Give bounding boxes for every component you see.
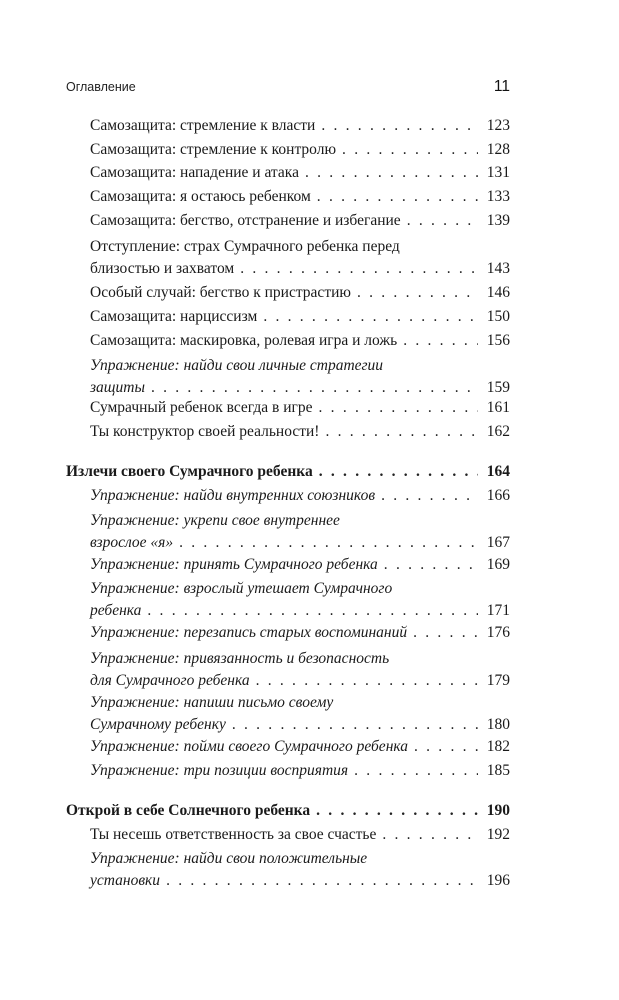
- toc-page-number: 128: [486, 141, 510, 158]
- toc-entry-title-line1: Упражнение: укрепи свое внутреннее: [90, 512, 340, 529]
- toc-entry-title: Упражнение: найди внутренних союзников: [90, 487, 376, 504]
- toc-entry-title: близостью и захватом: [90, 260, 235, 277]
- toc-entry-title-line1: Отступление: страх Сумрачного ребенка перед: [90, 238, 400, 255]
- toc-exercise: [90, 355, 510, 399]
- running-head-title: Оглавление: [66, 80, 136, 94]
- toc-page-number: 150: [486, 308, 510, 325]
- toc-page-number: 162: [486, 423, 510, 440]
- toc-exercise: [90, 760, 510, 782]
- toc-exercise: [90, 510, 510, 554]
- toc-entry-title: защиты: [90, 379, 145, 396]
- toc-entry-title-line1: Упражнение: найди свои личные стратегии: [90, 357, 384, 374]
- toc-page-number: 131: [486, 164, 510, 181]
- toc-entry: [90, 162, 510, 184]
- toc-entry-title: Упражнение: перезапись старых воспоминаний: [90, 624, 408, 641]
- toc-page-number: 179: [486, 672, 510, 689]
- toc-entry: [90, 421, 510, 443]
- toc-entry-title: Самозащита: я остаюсь ребенком: [90, 188, 311, 205]
- toc-exercise: [90, 554, 510, 576]
- toc-entry-title: взрослое «я»: [90, 534, 174, 551]
- toc-page-number: 166: [486, 487, 510, 504]
- toc-exercise: [90, 692, 510, 736]
- dot-leader: [179, 532, 478, 554]
- page-number: 11: [493, 78, 510, 95]
- toc-entry-title: Самозащита: стремление к контролю: [90, 141, 337, 158]
- dot-leader: [414, 736, 478, 758]
- toc-page-number: 167: [486, 534, 510, 551]
- toc-entry: [90, 824, 510, 846]
- toc-entry: [90, 186, 510, 208]
- toc-entry: [90, 115, 510, 137]
- toc-entry-title-line1: Упражнение: взрослый утешает Сумрачного: [90, 580, 393, 597]
- toc-entry: [90, 330, 510, 352]
- dot-leader: [382, 824, 478, 846]
- dot-leader: [325, 421, 478, 443]
- dot-leader: [166, 870, 478, 892]
- toc-page-number: 180: [486, 716, 510, 733]
- toc-exercise: [90, 736, 510, 758]
- toc-entry: [90, 236, 510, 280]
- toc-entry-title: Сумрачному ребенку: [90, 716, 226, 733]
- dot-leader: [317, 186, 478, 208]
- toc-entry-title: Упражнение: три позиции восприятия: [90, 762, 349, 779]
- toc-page-number: 196: [486, 872, 510, 889]
- toc-exercise: [90, 648, 510, 692]
- toc-entry-title: Самозащита: стремление к власти: [90, 117, 316, 134]
- toc-entry-title: Упражнение: пойми своего Сумрачного ребенка: [90, 738, 408, 755]
- toc-entry-title: Упражнение: принять Сумрачного ребенка: [90, 556, 378, 573]
- toc-entry-title-line1: Упражнение: найди свои положительные: [90, 850, 368, 867]
- dot-leader: [316, 800, 478, 822]
- toc-page-number: 123: [486, 117, 510, 134]
- toc-entry: [90, 210, 510, 232]
- dot-leader: [321, 115, 478, 137]
- toc-entry-title: Самозащита: маскировка, ролевая игра и ложь: [90, 332, 398, 349]
- toc-entry: [90, 139, 510, 161]
- toc-entry-title: ребенка: [90, 602, 142, 619]
- toc-page-number: 133: [486, 188, 510, 205]
- dot-leader: [407, 210, 478, 232]
- toc-entry-title: Самозащита: нападение и атака: [90, 164, 299, 181]
- toc-entry-title: Открой в себе Солнечного ребенка: [66, 802, 311, 819]
- toc-entry: [90, 282, 510, 304]
- toc-entry-title: Излечи своего Сумрачного ребенка: [66, 463, 313, 480]
- toc-exercise: [90, 485, 510, 507]
- dot-leader: [256, 670, 478, 692]
- toc-page-number: 161: [486, 399, 510, 416]
- dot-leader: [240, 258, 478, 280]
- toc-page-number: 156: [486, 332, 510, 349]
- toc-entry: [90, 397, 510, 419]
- toc-page-number: 190: [486, 802, 510, 819]
- dot-leader: [147, 600, 478, 622]
- toc-entry-title: Ты несешь ответственность за свое счастье: [90, 826, 377, 843]
- dot-leader: [381, 485, 478, 507]
- toc-entry-title: Самозащита: нарциссизм: [90, 308, 258, 325]
- toc-entry-title: Особый случай: бегство к пристрастию: [90, 284, 351, 301]
- toc-exercise: [90, 622, 510, 644]
- dot-leader: [354, 760, 478, 782]
- toc-page-number: 192: [486, 826, 510, 843]
- page-header: [66, 78, 510, 102]
- dot-leader: [319, 397, 478, 419]
- toc-entry-title: Сумрачный ребенок всегда в игре: [90, 399, 313, 416]
- dot-leader: [263, 306, 478, 328]
- dot-leader: [151, 377, 478, 399]
- toc-page-number: 169: [486, 556, 510, 573]
- toc-exercise: [90, 578, 510, 622]
- toc-section: [66, 800, 510, 822]
- toc-page-number: 176: [486, 624, 510, 641]
- dot-leader: [305, 162, 478, 184]
- toc-entry-title: Ты конструктор своей реальности!: [90, 423, 320, 440]
- dot-leader: [232, 714, 478, 736]
- toc-page-number: 164: [486, 463, 510, 480]
- toc-page-number: 159: [486, 379, 510, 396]
- toc-entry-title: Самозащита: бегство, отстранение и избегание: [90, 212, 401, 229]
- toc-page-number: 139: [486, 212, 510, 229]
- toc-entry-title: установки: [90, 872, 161, 889]
- toc-entry-title: для Сумрачного ребенка: [90, 672, 250, 689]
- toc-entry-title-line1: Упражнение: привязанность и безопасность: [90, 650, 390, 667]
- toc-entry: [90, 306, 510, 328]
- dot-leader: [413, 622, 478, 644]
- toc-entry-title-line1: Упражнение: напиши письмо своему: [90, 694, 334, 711]
- toc-page-number: 146: [486, 284, 510, 301]
- toc-page-number: 171: [486, 602, 510, 619]
- dot-leader: [342, 139, 478, 161]
- dot-leader: [357, 282, 478, 304]
- dot-leader: [403, 330, 478, 352]
- toc-page-number: 143: [486, 260, 510, 277]
- dot-leader: [384, 554, 478, 576]
- toc-exercise: [90, 848, 510, 892]
- toc-page-number: 182: [486, 738, 510, 755]
- toc-page-number: 185: [486, 762, 510, 779]
- toc-section: [66, 461, 510, 483]
- dot-leader: [319, 461, 478, 483]
